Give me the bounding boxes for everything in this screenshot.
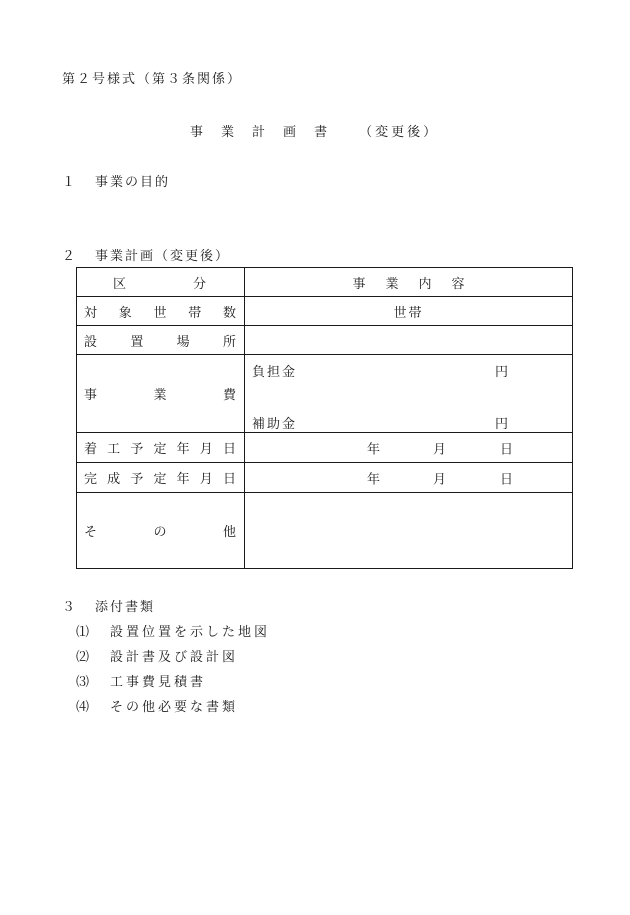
section-heading-plan (62, 245, 230, 264)
label-char: 帯 (188, 305, 202, 321)
list-item-text: 設置位置を示した地図 (110, 625, 271, 640)
date-month-label: 月 (433, 472, 447, 487)
label-cell (77, 326, 245, 355)
section-title: 事業計画（変更後） (95, 249, 231, 264)
label-char: 年 (176, 472, 190, 487)
label-char: 業 (385, 276, 399, 292)
date-year-label: 年 (367, 442, 381, 457)
section-title: 事業の目的 (95, 175, 171, 190)
label-char: 月 (199, 472, 213, 487)
date-year-label: 年 (367, 472, 381, 487)
title-char: 書 (314, 125, 346, 140)
label-cell (77, 463, 245, 493)
label-char: 年 (176, 442, 190, 457)
title-suffix: （変更後） (359, 125, 440, 140)
title-char: 業 (221, 125, 253, 140)
section-number: ３ (62, 600, 76, 615)
label-char: 着 (84, 442, 98, 457)
label-char: 完 (84, 472, 98, 487)
table-row-cost (77, 355, 573, 433)
header-value-cell (245, 268, 573, 297)
label-char: そ (84, 525, 98, 540)
label-char: 置 (130, 334, 144, 350)
list-item-number: ⑴ (76, 625, 90, 640)
section-title: 添付書類 (95, 600, 156, 615)
section-heading-attachments (62, 596, 155, 615)
label-char: 他 (222, 525, 236, 540)
cost-line-label: 補助金 (252, 417, 298, 432)
label-char: 成 (107, 472, 121, 487)
label-char: 月 (199, 442, 213, 457)
date-month-label: 月 (433, 442, 447, 457)
label-cell (77, 297, 245, 326)
label-char: 日 (222, 442, 236, 457)
location-value-cell[interactable] (245, 326, 573, 355)
label-char: 費 (222, 388, 236, 403)
list-item-number: ⑶ (76, 675, 90, 690)
label-char: 世 (153, 305, 167, 321)
label-char: 分 (192, 276, 206, 292)
cost-line-subsidy (245, 413, 572, 432)
form-label: 第２号様式（第３条関係） (62, 72, 243, 87)
cost-line-unit: 円 (494, 417, 510, 432)
label-char: 予 (130, 472, 144, 487)
label-char: 日 (222, 472, 236, 487)
label-char: 容 (451, 276, 465, 292)
label-char: 設 (84, 334, 98, 350)
table-header-row (77, 268, 573, 297)
label-char: 定 (153, 472, 167, 487)
label-char: 区 (113, 276, 127, 292)
label-cell (77, 355, 245, 433)
households-unit: 世帯 (393, 305, 424, 321)
list-item (76, 696, 238, 715)
list-item (76, 646, 238, 665)
table-row-completion-date (77, 463, 573, 493)
label-char: 所 (222, 334, 236, 350)
list-item-text: その他必要な書類 (110, 700, 239, 715)
label-char: 業 (153, 388, 167, 403)
table-row-location (77, 326, 573, 355)
business-plan-table (76, 267, 573, 569)
list-item-number: ⑵ (76, 650, 90, 665)
label-char: 事 (352, 276, 366, 292)
label-char: 場 (176, 334, 190, 350)
title-char: 画 (283, 125, 315, 140)
header-label-cell (77, 268, 245, 297)
label-char: 内 (418, 276, 432, 292)
section-heading-purpose (62, 171, 170, 190)
label-char: 対 (84, 305, 98, 321)
list-item-number: ⑷ (76, 700, 90, 715)
table-row-households (77, 297, 573, 326)
completion-date-value-cell[interactable] (245, 463, 573, 493)
label-char: 事 (84, 388, 98, 403)
label-char: 数 (222, 305, 236, 321)
cost-line-burden (245, 361, 572, 380)
list-item-text: 設計書及び設計図 (110, 650, 239, 665)
title-char: 計 (252, 125, 284, 140)
households-value-cell[interactable] (245, 297, 573, 326)
cost-value-cell[interactable] (245, 355, 573, 433)
cost-line-unit: 円 (494, 365, 510, 380)
label-cell (77, 433, 245, 463)
title-char: 事 (190, 125, 222, 140)
table-row-start-date (77, 433, 573, 463)
document-title (190, 121, 439, 140)
date-day-label: 日 (500, 442, 514, 457)
table-row-other (77, 493, 573, 569)
label-char: 定 (153, 442, 167, 457)
list-item (76, 621, 270, 640)
cost-line-label: 負担金 (252, 365, 298, 380)
label-cell (77, 493, 245, 569)
label-char: 象 (118, 305, 132, 321)
other-value-cell[interactable] (245, 493, 573, 569)
start-date-value-cell[interactable] (245, 433, 573, 463)
label-char: 工 (107, 442, 121, 457)
list-item-text: 工事費見積書 (110, 675, 207, 690)
section-number: ２ (62, 249, 76, 264)
list-item (76, 671, 206, 690)
label-char: の (153, 525, 167, 540)
section-number: １ (62, 175, 76, 190)
date-day-label: 日 (500, 472, 514, 487)
label-char: 予 (130, 442, 144, 457)
